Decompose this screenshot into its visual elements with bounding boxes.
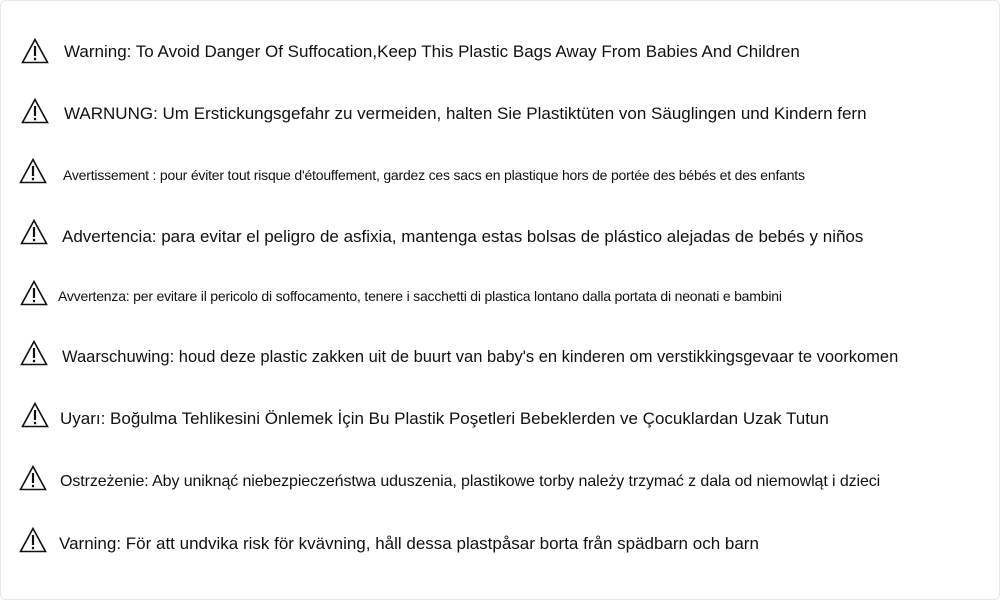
warning-triangle-icon — [20, 219, 48, 245]
warning-triangle-icon — [20, 340, 48, 366]
warning-text-dutch: Waarschuwing: houd deze plastic zakken uit de buurt van baby's en kinderen om verstikkingsgevaar te voorkomen — [62, 348, 899, 366]
warning-text-english: Warning: To Avoid Danger Of Suffocation,Keep This Plastic Bags Away From Babies And Children — [64, 42, 800, 61]
warning-text-polish: Ostrzeżenie: Aby uniknąć niebezpieczeństwa uduszenia, plastikowe torby należy trzymać z dala od niemowląt i dzieci — [60, 473, 881, 490]
warning-text-spanish: Advertencia: para evitar el peligro de asfixia, mantenga estas bolsas de plástico alejadas de bebés y niños — [62, 227, 864, 246]
warning-text-german: WARNUNG: Um Erstickungsgefahr zu vermeiden, halten Sie Plastiktüten von Säuglingen und Kindern fern — [64, 104, 867, 123]
warning-triangle-icon — [21, 402, 49, 428]
warning-text-turkish: Uyarı: Boğulma Tehlikesini Önlemek İçin Bu Plastik Poşetleri Bebeklerden ve Çocuklardan Uzak Tutun — [60, 409, 829, 428]
warning-text-swedish: Varning: För att undvika risk för kvävning, håll dessa plastpåsar borta från spädbarn och barn — [59, 534, 759, 553]
warning-text-italian: Avvertenza: per evitare il pericolo di soffocamento, tenere i sacchetti di plastica lontano dalla portata di neonati e bambini — [58, 288, 782, 304]
warning-triangle-icon — [19, 158, 47, 184]
warning-triangle-icon — [21, 38, 49, 64]
warning-text-french: Avertissement : pour éviter tout risque d'étouffement, gardez ces sacs en plastique hors de portée des bébés et des enfants — [63, 167, 805, 183]
warning-triangle-icon — [20, 280, 48, 306]
warning-triangle-icon — [21, 98, 49, 124]
warning-triangle-icon — [19, 527, 47, 553]
warning-triangle-icon — [19, 465, 47, 491]
